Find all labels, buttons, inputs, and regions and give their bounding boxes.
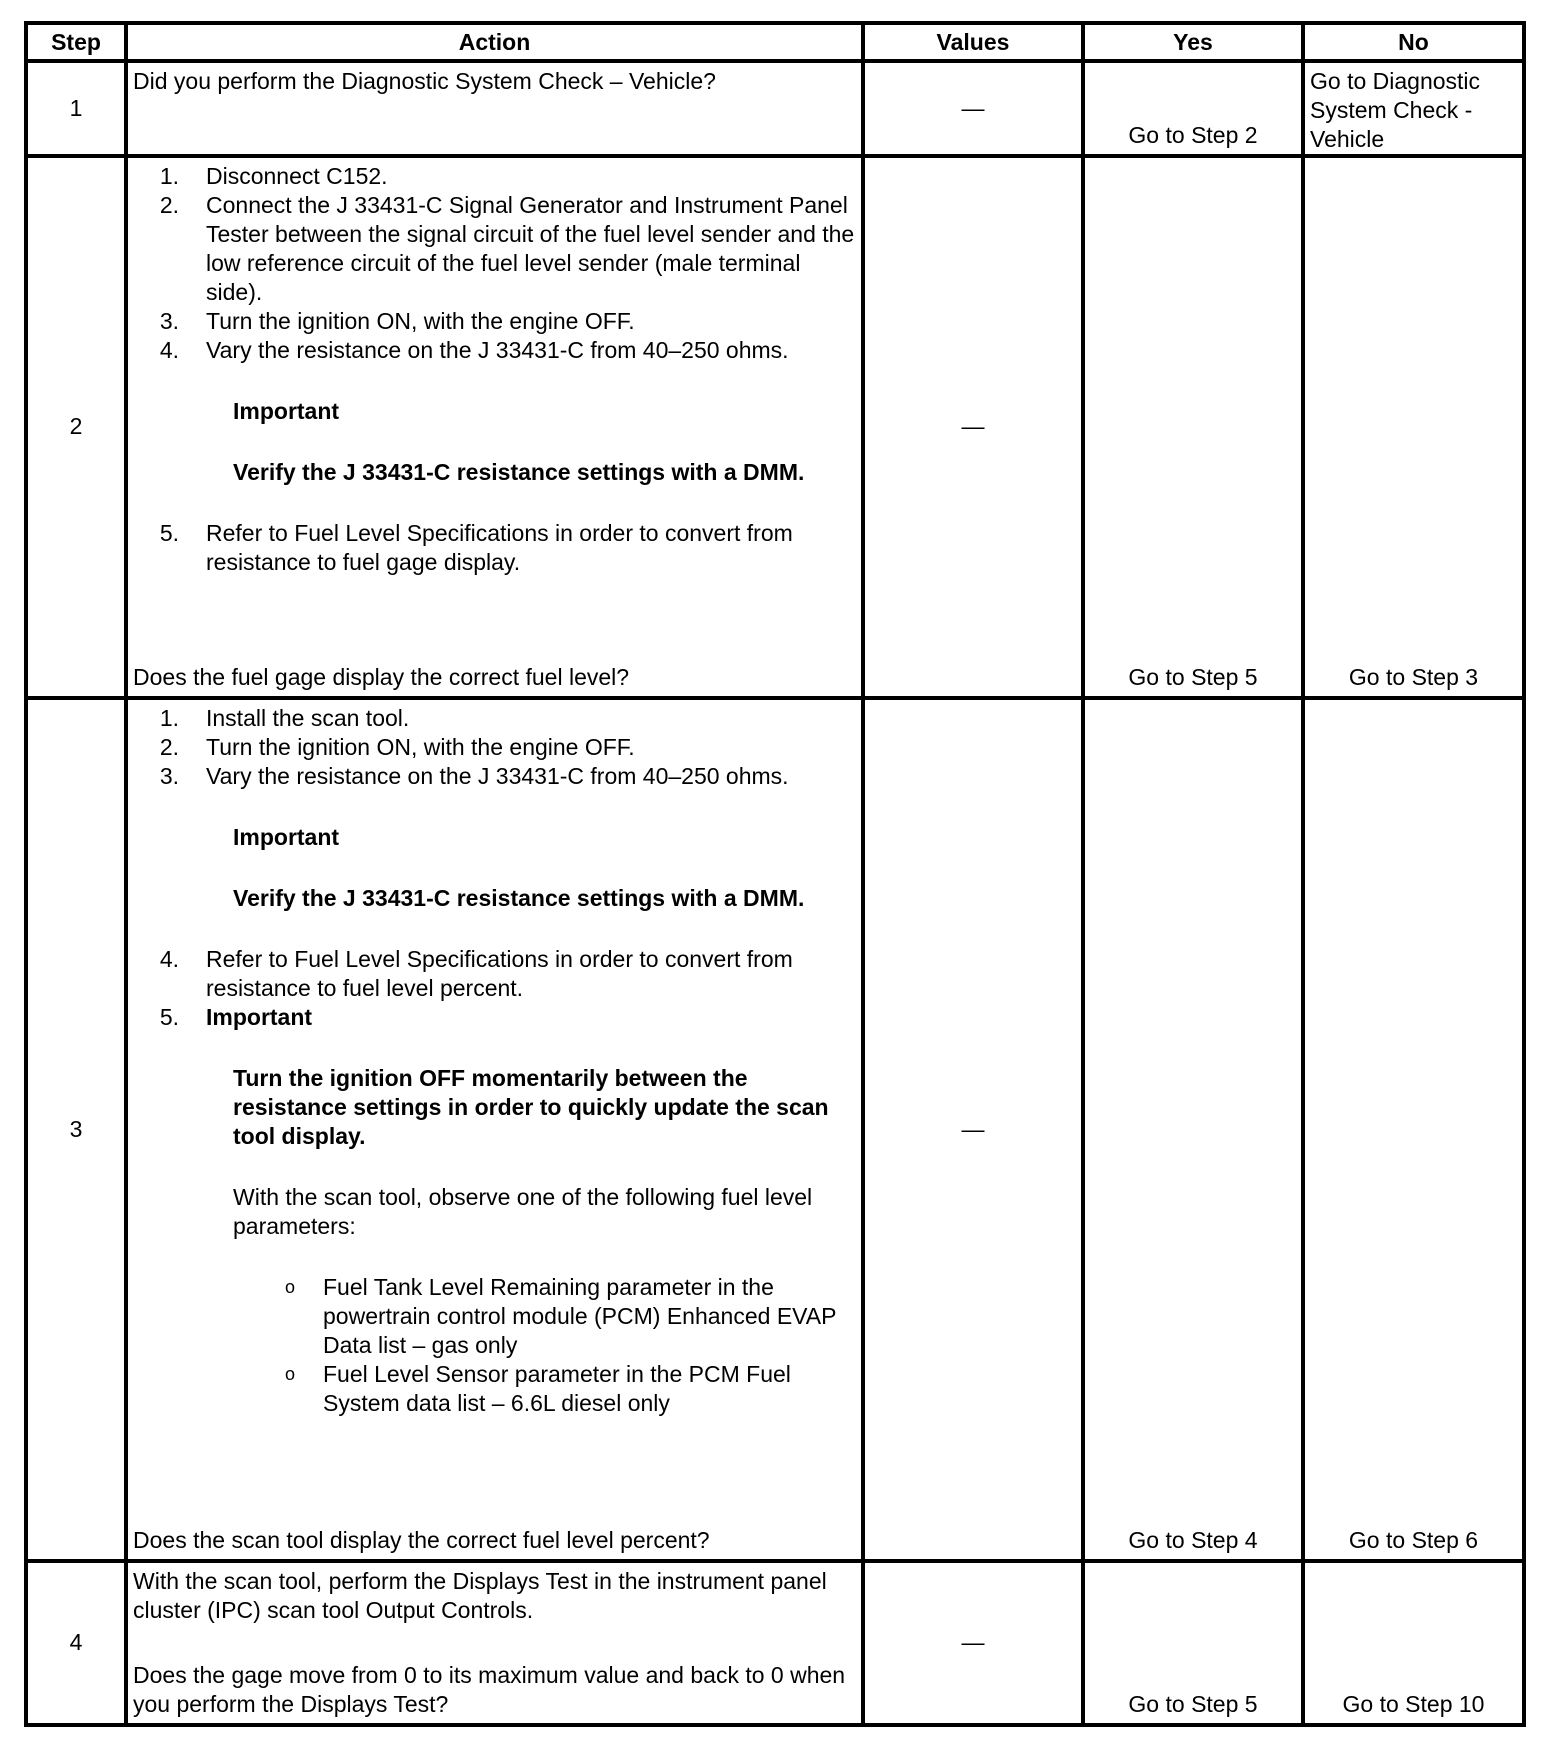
important-note: Verify the J 33431-C resistance settings with a DMM. bbox=[233, 459, 805, 486]
important-note: Turn the ignition OFF momentarily between the resistance settings in order to quickly update the scan tool display. bbox=[233, 1064, 829, 1149]
header-step: Step bbox=[26, 23, 126, 61]
bullet-item bbox=[133, 1273, 857, 1360]
no-link[interactable]: Go to Step 10 bbox=[1303, 1561, 1524, 1725]
list-item bbox=[133, 307, 857, 336]
list-item bbox=[133, 762, 857, 791]
header-yes: Yes bbox=[1083, 23, 1303, 61]
list-number: 3. bbox=[159, 762, 179, 789]
bullet-text: Fuel Tank Level Remaining parameter in the powertrain control module (PCM) Enhanced EVAP Data list – gas only bbox=[323, 1273, 837, 1358]
list-text: Refer to Fuel Level Specifications in order to convert from resistance to fuel gage display. bbox=[206, 520, 793, 576]
no-link[interactable]: Go to Step 6 bbox=[1303, 698, 1524, 1561]
step-number: 3 bbox=[26, 698, 126, 1561]
list-number: 2. bbox=[159, 733, 179, 760]
no-link[interactable]: Go to Step 3 bbox=[1303, 156, 1524, 697]
list-item bbox=[133, 704, 857, 733]
yes-link[interactable]: Go to Step 5 bbox=[1083, 156, 1303, 697]
observe-text: With the scan tool, observe one of the following fuel level parameters: bbox=[233, 1183, 813, 1239]
step-number: 1 bbox=[26, 61, 126, 156]
list-number: 3. bbox=[159, 308, 179, 335]
important-label: Important bbox=[206, 1003, 313, 1030]
list-number: 1. bbox=[159, 704, 179, 731]
action-cell bbox=[126, 156, 863, 697]
yes-link[interactable]: Go to Step 4 bbox=[1083, 698, 1303, 1561]
list-item bbox=[133, 945, 857, 1003]
list-text: Vary the resistance on the J 33431-C from 40–250 ohms. bbox=[206, 762, 789, 789]
important-label: Important bbox=[233, 398, 340, 425]
yes-link[interactable]: Go to Step 2 bbox=[1083, 61, 1303, 156]
list-number: 5. bbox=[159, 520, 179, 547]
list-text: Turn the ignition ON, with the engine OFF. bbox=[206, 308, 635, 335]
list-number: 4. bbox=[159, 337, 179, 364]
list-item bbox=[133, 733, 857, 762]
header-row bbox=[26, 23, 1524, 61]
table-row-step-2 bbox=[26, 156, 1524, 697]
bullet-icon: o bbox=[284, 1276, 295, 1297]
action-cell bbox=[126, 1561, 863, 1725]
list-item bbox=[133, 191, 857, 307]
header-action: Action bbox=[126, 23, 863, 61]
list-text: Vary the resistance on the J 33431-C from 40–250 ohms. bbox=[206, 337, 789, 364]
list-number: 1. bbox=[159, 163, 179, 190]
list-number: 4. bbox=[159, 945, 179, 972]
table-row-step-4 bbox=[26, 1561, 1524, 1725]
action-question: Does the scan tool display the correct fuel level percent? bbox=[133, 1526, 710, 1553]
important-note: Verify the J 33431-C resistance settings with a DMM. bbox=[233, 884, 805, 911]
list-text: Install the scan tool. bbox=[206, 704, 410, 731]
list-text: Disconnect C152. bbox=[206, 163, 388, 190]
bullet-icon: o bbox=[284, 1363, 295, 1384]
bullet-text: Fuel Level Sensor parameter in the PCM Fuel System data list – 6.6L diesel only bbox=[323, 1360, 791, 1416]
bullet-item bbox=[133, 1360, 857, 1418]
header-values: Values bbox=[863, 23, 1083, 61]
diagnostic-table bbox=[24, 21, 1526, 1727]
values-cell: — bbox=[863, 61, 1083, 156]
action-question: Does the fuel gage display the correct fuel level? bbox=[133, 663, 630, 690]
action-question: Did you perform the Diagnostic System Check – Vehicle? bbox=[133, 68, 716, 94]
step-number: 4 bbox=[26, 1561, 126, 1725]
action-question: Does the gage move from 0 to its maximum value and back to 0 when you perform the Displays Test? bbox=[133, 1662, 846, 1717]
values-cell: — bbox=[863, 156, 1083, 697]
action-cell bbox=[126, 61, 863, 156]
header-no: No bbox=[1303, 23, 1524, 61]
list-number: 2. bbox=[159, 192, 179, 219]
step-number: 2 bbox=[26, 156, 126, 697]
important-label: Important bbox=[233, 823, 340, 850]
table-row-step-1 bbox=[26, 61, 1524, 156]
list-text: Connect the J 33431-C Signal Generator and Instrument Panel Tester between the signal circuit of the fuel level sender and the low reference circuit of the fuel level sender (male terminal side). bbox=[206, 192, 855, 306]
list-text: Refer to Fuel Level Specifications in order to convert from resistance to fuel level percent. bbox=[206, 945, 793, 1001]
values-cell: — bbox=[863, 698, 1083, 1561]
action-cell bbox=[126, 698, 863, 1561]
list-item bbox=[133, 162, 857, 191]
table-row-step-3 bbox=[26, 698, 1524, 1561]
list-number: 5. bbox=[159, 1003, 179, 1030]
no-link[interactable]: Go to Diagnostic System Check - Vehicle bbox=[1303, 61, 1524, 156]
list-item bbox=[133, 336, 857, 365]
yes-link[interactable]: Go to Step 5 bbox=[1083, 1561, 1303, 1725]
list-item bbox=[133, 519, 857, 577]
list-item bbox=[133, 1003, 857, 1032]
list-text: Turn the ignition ON, with the engine OFF. bbox=[206, 733, 635, 760]
action-intro: With the scan tool, perform the Displays Test in the instrument panel cluster (IPC) scan tool Output Controls. bbox=[133, 1567, 827, 1623]
values-cell: — bbox=[863, 1561, 1083, 1725]
